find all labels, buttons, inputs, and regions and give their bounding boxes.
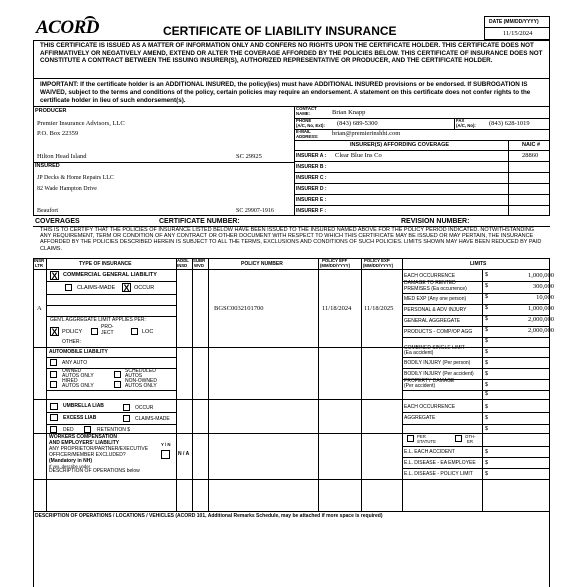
dollar-sign: $ <box>485 305 489 311</box>
dollar-sign: $ <box>485 371 489 377</box>
dollar-sign: $ <box>485 460 489 466</box>
logo-swoosh-icon <box>84 16 96 27</box>
date-box <box>484 16 550 40</box>
limit-personal-adv: 1,000,000 <box>528 305 554 312</box>
insurer-name: Clear Blue Ins Co <box>335 152 382 159</box>
insured-label: INSURED <box>35 163 60 169</box>
description-box <box>33 512 550 587</box>
any-auto-checkbox[interactable] <box>50 359 57 366</box>
certificate-number-label: CERTIFICATE NUMBER: <box>159 218 240 225</box>
insurer-label: INSURER B : <box>296 164 327 170</box>
dollar-sign: $ <box>485 426 489 432</box>
producer-label: PRODUCER <box>35 108 67 114</box>
dollar-sign: $ <box>485 294 489 300</box>
limit-each-occurrence: 1,000,000 <box>528 272 554 279</box>
insurer-label: INSURER C : <box>296 175 327 181</box>
dollar-sign: $ <box>485 349 489 355</box>
producer-state-zip: SC 29925 <box>236 153 262 160</box>
type-of-insurance-header: TYPE OF INSURANCE <box>79 261 132 267</box>
per-statute-checkbox[interactable] <box>407 435 414 442</box>
dollar-sign: $ <box>485 272 489 278</box>
insured-state-zip: SC 29907-1916 <box>236 208 274 214</box>
gl-exp-date: 11/18/2025 <box>364 305 394 312</box>
insurer-label: INSURER D : <box>296 186 327 192</box>
dollar-sign: $ <box>485 471 489 477</box>
hired-autos-checkbox[interactable] <box>50 381 57 388</box>
other-checkbox[interactable] <box>455 435 462 442</box>
limit-general-aggregate: 2,000,000 <box>528 316 554 323</box>
limits-header: LIMITS <box>470 261 487 267</box>
notice-main: THIS CERTIFICATE IS ISSUED AS A MATTER OF INFORMATION ONLY AND CONFERS NO RIGHTS UPON THE CERTIFICATE HOLDER. THIS CERTIFICATE DOES NOT AFFIRMATIVELY OR NEGATIVELY AMEND, EXTEND OR ALTER THE COVERAGE AFFORDED BY THE POLICIES BELOW. THIS CERTIFICATE OF INSURANCE DOES NOT CONSTITUTE A CONTRACT BETWEEN THE ISSUING INSURER(S), AUTHORIZED REPRESENTATIVE OR PRODUCER, AND THE CERTIFICATE HOLDER. <box>40 42 543 65</box>
owned-autos-checkbox[interactable] <box>50 371 57 378</box>
gl-policy-number: BGSC0032101700 <box>214 305 264 312</box>
occur-checkbox[interactable]: X <box>123 283 130 293</box>
policy-checkbox[interactable]: X <box>51 327 58 337</box>
revision-number-label: REVISION NUMBER: <box>401 218 470 225</box>
limit-damage-rented: 300,000 <box>532 283 554 290</box>
acord-logo: ACORD <box>36 17 99 38</box>
coverages-text: THIS IS TO CERTIFY THAT THE POLICIES OF INSURANCE LISTED BELOW HAVE BEEN ISSUED TO THE INSURED NAMED ABOVE FOR THE POLICY PERIOD INDICATED. NOTWITHSTANDING ANY REQUIREMENT, TERM OR CONDITION OF ANY CONTRACT OR OTHER DOCUMENT WITH RESPECT TO WHICH THIS CERTIFICATE MAY BE ISSUED OR MAY PERTAIN, THE INSURANCE AFFORDED BY THE POLICIES DESCRIBED HEREIN IS SUBJECT TO ALL THE TERMS, EXCLUSIONS AND CONDITIONS OF SUCH POLICIES. LIMITS SHOWN MAY HAVE BEEN REDUCED BY PAID CLAIMS. <box>40 227 542 252</box>
contact-fax: (843) 628-1019 <box>489 120 530 127</box>
description-label: DESCRIPTION OF OPERATIONS / LOCATIONS / VEHICLES (ACORD 101, Additional Remarks Schedule, may be attached if more space is required) <box>35 513 383 519</box>
limit-products-agg: 2,000,000 <box>528 327 554 334</box>
dollar-sign: $ <box>485 415 489 421</box>
insurer-label: INSURER A : <box>296 153 327 159</box>
date-label: DATE (MM/DD/YYYY) <box>489 19 539 25</box>
umbrella-claims-made-checkbox[interactable] <box>123 415 130 422</box>
producer-address: P.O. Box 22359 <box>37 130 79 137</box>
dollar-sign: $ <box>485 449 489 455</box>
dollar-sign: $ <box>485 316 489 322</box>
dollar-sign: $ <box>485 391 489 397</box>
gl-insr-ltr: A <box>37 305 42 312</box>
dollar-sign: $ <box>485 327 489 333</box>
dollar-sign: $ <box>485 382 489 388</box>
policy-number-header: POLICY NUMBER <box>241 261 283 267</box>
document-title: CERTIFICATE OF LIABILITY INSURANCE <box>163 24 397 38</box>
gl-eff-date: 11/18/2024 <box>322 305 352 312</box>
coverages-label: COVERAGES <box>35 218 80 225</box>
umbrella-occur-checkbox[interactable] <box>123 404 130 411</box>
producer-city: Hilton Head Island <box>37 153 87 160</box>
scheduled-autos-checkbox[interactable] <box>114 371 121 378</box>
excess-checkbox[interactable] <box>50 414 58 421</box>
umbrella-checkbox[interactable] <box>50 403 58 410</box>
insurer-label: INSURER E : <box>296 197 327 203</box>
wc-excluded-checkbox[interactable] <box>161 450 170 459</box>
nonowned-autos-checkbox[interactable] <box>114 381 121 388</box>
insured-address: 82 Wade Hampton Drive <box>37 186 97 192</box>
insured-city: Beaufort <box>37 208 58 214</box>
retention-checkbox[interactable] <box>84 426 91 433</box>
dollar-sign: $ <box>485 338 489 344</box>
naic-label: NAIC # <box>522 142 541 148</box>
contact-email: brian@premierinshhi.com <box>332 130 401 137</box>
dollar-sign: $ <box>485 360 489 366</box>
producer-name: Premier Insurance Advisors, LLC <box>37 120 125 127</box>
dollar-sign: $ <box>485 283 489 289</box>
claims-made-checkbox[interactable] <box>65 284 72 291</box>
insurer-naic: 28860 <box>522 152 539 159</box>
contact-name: Brian Knapp <box>332 109 366 116</box>
contact-phone: (843) 689-5300 <box>337 120 378 127</box>
notice-important: IMPORTANT: If the certificate holder is an ADDITIONAL INSURED, the policy(ies) must have ADDITIONAL INSURED provisions or be endorsed. If SUBROGATION IS WAIVED, subject to the terms and conditions of the policy, certain policies may require an endorsement. A statement on this certificate does not confer rights to the certificate holder in lieu of such endorsement(s). <box>40 81 531 104</box>
ded-checkbox[interactable] <box>50 426 57 433</box>
date-value: 11/15/2024 <box>503 30 533 37</box>
limit-med-exp: 10,000 <box>536 294 554 301</box>
cgl-checkbox[interactable]: X <box>51 271 58 281</box>
dollar-sign: $ <box>485 404 489 410</box>
wc-na: N / A <box>178 451 190 457</box>
insurer-label: INSURER F : <box>296 208 326 214</box>
loc-checkbox[interactable] <box>131 328 138 335</box>
insured-name: JP Decks & Home Repairs LLC <box>37 175 114 181</box>
insurers-header: INSURER(S) AFFORDING COVERAGE <box>350 142 450 148</box>
project-checkbox[interactable] <box>91 328 98 335</box>
